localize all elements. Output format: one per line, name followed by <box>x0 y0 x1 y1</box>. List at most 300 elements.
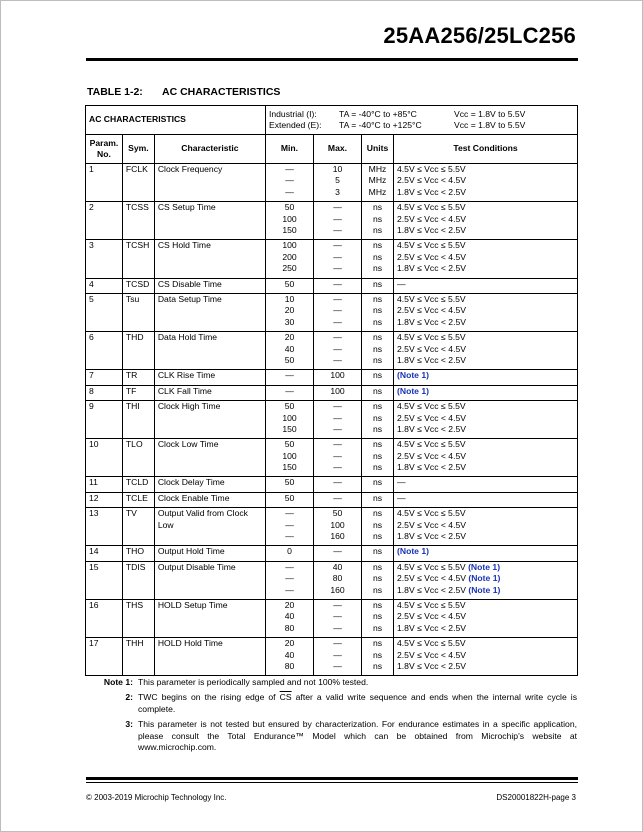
max-value: 10 <box>332 164 343 174</box>
test-condition-line <box>397 451 574 462</box>
min-values <box>265 561 313 599</box>
param-number: 1 <box>86 164 123 202</box>
symbol: TCLD <box>122 477 154 492</box>
test-condition-line <box>397 546 574 557</box>
test-condition-line <box>397 508 574 519</box>
test-conditions <box>394 477 578 492</box>
min-value: 20 <box>284 332 295 343</box>
test-condition-text: 1.8V ≤ Vcc < 2.5V <box>397 263 466 274</box>
table-row <box>86 240 578 278</box>
test-condition-line <box>397 370 574 381</box>
note-reference-link: (Note 1) <box>468 573 501 584</box>
test-condition-text: 2.5V ≤ Vcc < 4.5V <box>397 343 466 354</box>
characteristic <box>154 600 265 638</box>
max-values <box>313 240 361 278</box>
table-row <box>86 439 578 477</box>
test-condition-line <box>397 531 574 542</box>
test-conditions <box>394 561 578 599</box>
param-number: 4 <box>86 278 123 293</box>
characteristic-text: Clock Frequency <box>157 164 223 174</box>
test-condition-text: 4.5V ≤ Vcc ≤ 5.5V <box>397 332 466 343</box>
test-condition-text: 2.5V ≤ Vcc < 4.5V <box>397 412 466 423</box>
test-condition-line <box>397 562 574 573</box>
test-condition-text: 2.5V ≤ Vcc < 4.5V <box>397 450 466 461</box>
test-condition-text: 2.5V ≤ Vcc < 4.5V <box>397 251 466 262</box>
max-values <box>313 278 361 293</box>
max-value: — <box>333 202 342 213</box>
max-value: — <box>333 661 342 672</box>
table-row <box>86 477 578 492</box>
max-value: — <box>333 401 342 412</box>
test-condition-line <box>397 332 574 343</box>
characteristic <box>154 439 265 477</box>
param-number: 12 <box>86 492 123 507</box>
min-value: — <box>285 370 294 381</box>
characteristic-text: Setup Time <box>169 202 216 213</box>
min-value: 80 <box>284 661 295 672</box>
document-title: 25AA256/25LC256 <box>383 23 576 48</box>
units-value: ns <box>372 622 383 633</box>
test-condition-text: 4.5V ≤ Vcc ≤ 5.5V <box>397 164 466 174</box>
units-values <box>361 164 393 202</box>
min-value: 80 <box>284 622 295 633</box>
note-item <box>97 692 577 715</box>
condition-cell: Industrial (I): <box>268 108 317 119</box>
test-condition-line <box>397 611 574 622</box>
min-value: 40 <box>284 649 295 660</box>
test-condition-text: 1.8V ≤ Vcc < 2.5V <box>397 622 466 633</box>
test-condition-text: 2.5V ≤ Vcc < 4.5V <box>397 573 469 584</box>
column-header: Max. <box>313 135 361 164</box>
test-condition-text: 2.5V ≤ Vcc < 4.5V <box>397 519 466 530</box>
max-value: — <box>333 354 342 365</box>
characteristic-text: Clock Enable Time <box>157 492 230 503</box>
max-value: — <box>333 439 342 450</box>
test-condition-text: 1.8V ≤ Vcc < 2.5V <box>397 186 466 197</box>
units-value: ns <box>372 213 383 224</box>
test-condition-line <box>397 344 574 355</box>
min-value: 30 <box>284 316 295 327</box>
units-values <box>361 638 393 676</box>
min-value: 20 <box>284 600 295 611</box>
units-value: ns <box>372 354 383 365</box>
units-values <box>361 278 393 293</box>
note-label: 2: <box>125 692 133 703</box>
max-value: — <box>333 462 342 473</box>
min-values <box>265 370 313 385</box>
test-condition-text: 2.5V ≤ Vcc < 4.5V <box>397 305 466 316</box>
units-value: ns <box>372 263 383 274</box>
param-number: 16 <box>86 600 123 638</box>
note-reference-link: (Note 1) <box>397 370 429 381</box>
min-value: 50 <box>284 354 295 365</box>
test-condition-text: 4.5V ≤ Vcc ≤ 5.5V <box>397 202 466 213</box>
test-condition-text: 2.5V ≤ Vcc < 4.5V <box>397 213 466 224</box>
test-condition-line <box>397 520 574 531</box>
column-header: Param. No. <box>86 135 123 164</box>
max-value: 100 <box>330 370 345 381</box>
max-values <box>313 439 361 477</box>
units-value: ns <box>372 600 383 611</box>
test-condition-text: 2.5V ≤ Vcc < 4.5V <box>397 649 466 660</box>
symbol: THD <box>122 332 154 370</box>
test-condition-line <box>397 175 574 186</box>
min-value: 50 <box>284 401 295 412</box>
max-value: — <box>333 251 342 262</box>
units-values <box>361 240 393 278</box>
column-header: Sym. <box>122 135 154 164</box>
param-number: 7 <box>86 370 123 385</box>
units-value: ns <box>372 661 383 672</box>
conditions-row <box>86 106 578 135</box>
characteristic <box>154 492 265 507</box>
min-value: — <box>285 385 294 396</box>
max-value: — <box>333 305 342 316</box>
test-condition-text: 4.5V ≤ Vcc ≤ 5.5V <box>397 240 466 251</box>
min-value: 0 <box>287 546 292 557</box>
test-condition-line <box>397 439 574 450</box>
test-condition-line <box>397 225 574 236</box>
test-condition-line <box>397 493 574 504</box>
header-rule <box>86 58 578 61</box>
units-value: MHz <box>368 186 387 197</box>
min-value: — <box>285 175 294 186</box>
characteristic-signal: HOLD <box>157 600 182 611</box>
max-value: — <box>333 240 342 251</box>
symbol: FCLK <box>122 164 154 202</box>
param-number: 9 <box>86 401 123 439</box>
min-value: — <box>285 584 294 595</box>
param-number: 8 <box>86 385 123 400</box>
condition-cell: TA = -40°C to +85°C <box>338 108 417 119</box>
symbol: TCLE <box>122 492 154 507</box>
max-value: — <box>333 263 342 274</box>
min-value: 250 <box>282 263 297 274</box>
max-value: — <box>333 225 342 235</box>
table-row <box>86 293 578 331</box>
symbol: TF <box>122 385 154 400</box>
test-condition-text: 1.8V ≤ Vcc < 2.5V <box>397 225 466 235</box>
max-value: 5 <box>335 175 340 186</box>
max-values <box>313 164 361 202</box>
table-title: AC CHARACTERISTICS <box>162 86 281 98</box>
max-value: 3 <box>335 186 340 197</box>
test-condition-text: 4.5V ≤ Vcc ≤ 5.5V <box>397 561 469 572</box>
units-value: ns <box>372 439 383 450</box>
units-value: ns <box>372 401 383 412</box>
test-condition-text: 1.8V ≤ Vcc < 2.5V <box>397 584 469 595</box>
param-number: 13 <box>86 508 123 546</box>
note-label: Note 1: <box>103 677 133 687</box>
max-value: — <box>333 343 342 354</box>
units-values <box>361 477 393 492</box>
test-condition-text: 2.5V ≤ Vcc < 4.5V <box>397 175 466 186</box>
test-conditions <box>394 293 578 331</box>
max-value: — <box>333 293 342 304</box>
symbol: THH <box>122 638 154 676</box>
test-condition-text: 4.5V ≤ Vcc ≤ 5.5V <box>397 600 466 611</box>
units-value: ns <box>372 385 383 396</box>
table-row <box>86 370 578 385</box>
max-values <box>313 401 361 439</box>
test-condition-text: — <box>397 492 406 503</box>
table-row <box>86 385 578 400</box>
min-values <box>265 477 313 492</box>
test-condition-line <box>397 401 574 412</box>
test-condition-line <box>397 661 574 672</box>
units-value: ns <box>372 584 383 595</box>
min-values <box>265 293 313 331</box>
operating-conditions <box>265 106 577 135</box>
characteristic-text: Clock Low Time <box>157 439 219 450</box>
units-value: ns <box>372 412 383 423</box>
units-value: ns <box>372 240 383 251</box>
symbol: Tsu <box>122 293 154 331</box>
units-values <box>361 508 393 546</box>
max-value: — <box>333 546 342 557</box>
min-value: 150 <box>282 225 297 235</box>
characteristic-signal: $\overline{CS}$ <box>157 240 170 251</box>
table-row <box>86 401 578 439</box>
test-condition-text: 4.5V ≤ Vcc ≤ 5.5V <box>397 293 466 304</box>
characteristic-signal: $\overline{CS}$ <box>157 202 170 213</box>
units-value: ns <box>372 492 383 503</box>
min-value: 10 <box>284 293 295 304</box>
table-row <box>86 492 578 507</box>
test-condition-text: 2.5V ≤ Vcc < 4.5V <box>397 611 466 622</box>
symbol: TCSS <box>122 202 154 240</box>
min-value: 50 <box>284 278 295 289</box>
characteristic <box>154 638 265 676</box>
column-header: Units <box>361 135 393 164</box>
min-value: — <box>285 561 294 572</box>
test-condition-text: 1.8V ≤ Vcc < 2.5V <box>397 531 466 542</box>
note-text <box>138 692 577 715</box>
characteristic-text: Disable Time <box>169 278 222 289</box>
max-values <box>313 202 361 240</box>
characteristic <box>154 401 265 439</box>
characteristic <box>154 561 265 599</box>
min-value: 50 <box>284 492 295 503</box>
max-value: 160 <box>330 584 345 595</box>
characteristic-text: Output Valid from Clock Low <box>157 508 248 530</box>
footer-rule-thin <box>86 782 578 783</box>
characteristic <box>154 164 265 202</box>
test-condition-line <box>397 386 574 397</box>
test-conditions <box>394 332 578 370</box>
table-row <box>86 202 578 240</box>
min-values <box>265 439 313 477</box>
test-conditions <box>394 240 578 278</box>
max-value: — <box>333 412 342 423</box>
note-label: 3: <box>125 719 133 730</box>
min-values <box>265 385 313 400</box>
min-value: — <box>285 531 294 542</box>
symbol: THO <box>122 546 154 561</box>
max-value: — <box>333 316 342 327</box>
symbol: TCSD <box>122 278 154 293</box>
max-value: 100 <box>330 385 345 396</box>
min-values <box>265 492 313 507</box>
characteristic-text: Data Setup Time <box>157 293 222 304</box>
min-values <box>265 278 313 293</box>
min-value: 40 <box>284 611 295 622</box>
test-conditions <box>394 492 578 507</box>
units-value: ns <box>372 531 383 542</box>
footer-rule-thick <box>86 777 578 780</box>
note-text-part: This parameter is periodically sampled and not 100% tested. <box>138 677 369 687</box>
min-value: 50 <box>284 477 295 488</box>
characteristic-text: CLK Fall Time <box>157 385 212 396</box>
test-condition-text: 1.8V ≤ Vcc < 2.5V <box>397 423 466 434</box>
units-values <box>361 401 393 439</box>
param-number: 6 <box>86 332 123 370</box>
table-row <box>86 546 578 561</box>
max-value: 100 <box>330 519 345 530</box>
param-number: 3 <box>86 240 123 278</box>
units-value: MHz <box>368 164 387 174</box>
units-value: ns <box>372 546 383 557</box>
test-condition-text: 4.5V ≤ Vcc ≤ 5.5V <box>397 638 466 649</box>
note-text-part: after a valid write sequence and ends when the internal write cycle is complete. <box>138 692 578 714</box>
test-condition-line <box>397 317 574 328</box>
note-text-part: This parameter is not tested but ensured by characterization. For endurance estimates in a specific application, please consult the Total Endurance™ Model which can be obtained from Microchip's website at www.microchip.com. <box>138 719 577 753</box>
min-value: — <box>285 519 294 530</box>
max-value: — <box>333 332 342 343</box>
min-value: — <box>285 186 294 197</box>
symbol: TCSH <box>122 240 154 278</box>
units-value: ns <box>372 519 383 530</box>
units-value: MHz <box>368 175 387 186</box>
column-header: Characteristic <box>154 135 265 164</box>
min-value: 150 <box>282 423 297 434</box>
characteristic <box>154 293 265 331</box>
test-conditions <box>394 278 578 293</box>
note-reference-link: (Note 1) <box>397 385 429 396</box>
symbol: TLO <box>122 439 154 477</box>
param-number: 2 <box>86 202 123 240</box>
table-row <box>86 332 578 370</box>
max-values <box>313 293 361 331</box>
test-condition-text: 1.8V ≤ Vcc < 2.5V <box>397 354 466 365</box>
max-value: — <box>333 600 342 611</box>
max-values <box>313 370 361 385</box>
footer-copyright: © 2003-2019 Microchip Technology Inc. <box>86 793 227 802</box>
test-condition-text: — <box>397 477 406 488</box>
units-values <box>361 600 393 638</box>
symbol: TV <box>122 508 154 546</box>
test-condition-line <box>397 573 574 584</box>
table-row <box>86 638 578 676</box>
min-value: 100 <box>282 450 297 461</box>
symbol: TR <box>122 370 154 385</box>
max-values <box>313 546 361 561</box>
units-values <box>361 202 393 240</box>
note-reference-link: (Note 1) <box>397 546 429 557</box>
max-values <box>313 600 361 638</box>
test-condition-line <box>397 279 574 290</box>
test-condition-text: — <box>397 278 406 289</box>
min-values <box>265 332 313 370</box>
table-row <box>86 508 578 546</box>
column-header: Test Conditions <box>394 135 578 164</box>
characteristic <box>154 508 265 546</box>
symbol: TDIS <box>122 561 154 599</box>
characteristic-text: Hold Time <box>181 638 223 649</box>
units-value: ns <box>372 462 383 473</box>
max-values <box>313 638 361 676</box>
param-number: 5 <box>86 293 123 331</box>
units-value: ns <box>372 508 383 519</box>
units-value: ns <box>372 251 383 262</box>
test-condition-line <box>397 424 574 435</box>
characteristic <box>154 202 265 240</box>
test-condition-line <box>397 638 574 649</box>
units-value: ns <box>372 225 383 235</box>
test-condition-line <box>397 187 574 198</box>
characteristic <box>154 477 265 492</box>
param-number: 11 <box>86 477 123 492</box>
characteristic-text: CLK Rise Time <box>157 370 216 381</box>
min-values <box>265 638 313 676</box>
characteristic <box>154 278 265 293</box>
condition-cell: Vcc = 1.8V to 5.5V <box>453 120 526 130</box>
test-condition-line <box>397 305 574 316</box>
units-values <box>361 546 393 561</box>
units-value: ns <box>372 611 383 622</box>
max-value: 160 <box>330 531 345 542</box>
test-condition-line <box>397 294 574 305</box>
min-values <box>265 164 313 202</box>
units-value: ns <box>372 316 383 327</box>
test-condition-line <box>397 462 574 473</box>
table-row <box>86 164 578 202</box>
max-values <box>313 477 361 492</box>
min-value: — <box>285 573 294 584</box>
units-value: ns <box>372 450 383 461</box>
min-value: — <box>285 164 294 174</box>
test-conditions <box>394 546 578 561</box>
units-value: ns <box>372 638 383 649</box>
test-condition-line <box>397 164 574 175</box>
min-values <box>265 401 313 439</box>
units-value: ns <box>372 278 383 289</box>
test-condition-line <box>397 650 574 661</box>
max-value: — <box>333 649 342 660</box>
test-condition-line <box>397 240 574 251</box>
min-value: 100 <box>282 213 297 224</box>
max-value: — <box>333 423 342 434</box>
test-condition-text: 1.8V ≤ Vcc < 2.5V <box>397 462 466 473</box>
table-row <box>86 561 578 599</box>
test-condition-line <box>397 214 574 225</box>
min-value: 20 <box>284 305 295 316</box>
max-value: — <box>333 492 342 503</box>
max-values <box>313 492 361 507</box>
min-value: 100 <box>282 412 297 423</box>
min-value: 40 <box>284 343 295 354</box>
note-signal: $\overline{CS}$ <box>279 692 292 703</box>
note-reference-link: (Note 1) <box>468 584 501 595</box>
units-values <box>361 332 393 370</box>
param-number: 17 <box>86 638 123 676</box>
max-value: — <box>333 611 342 622</box>
min-values <box>265 202 313 240</box>
max-value: — <box>333 450 342 461</box>
test-condition-line <box>397 252 574 263</box>
units-value: ns <box>372 343 383 354</box>
units-values <box>361 439 393 477</box>
